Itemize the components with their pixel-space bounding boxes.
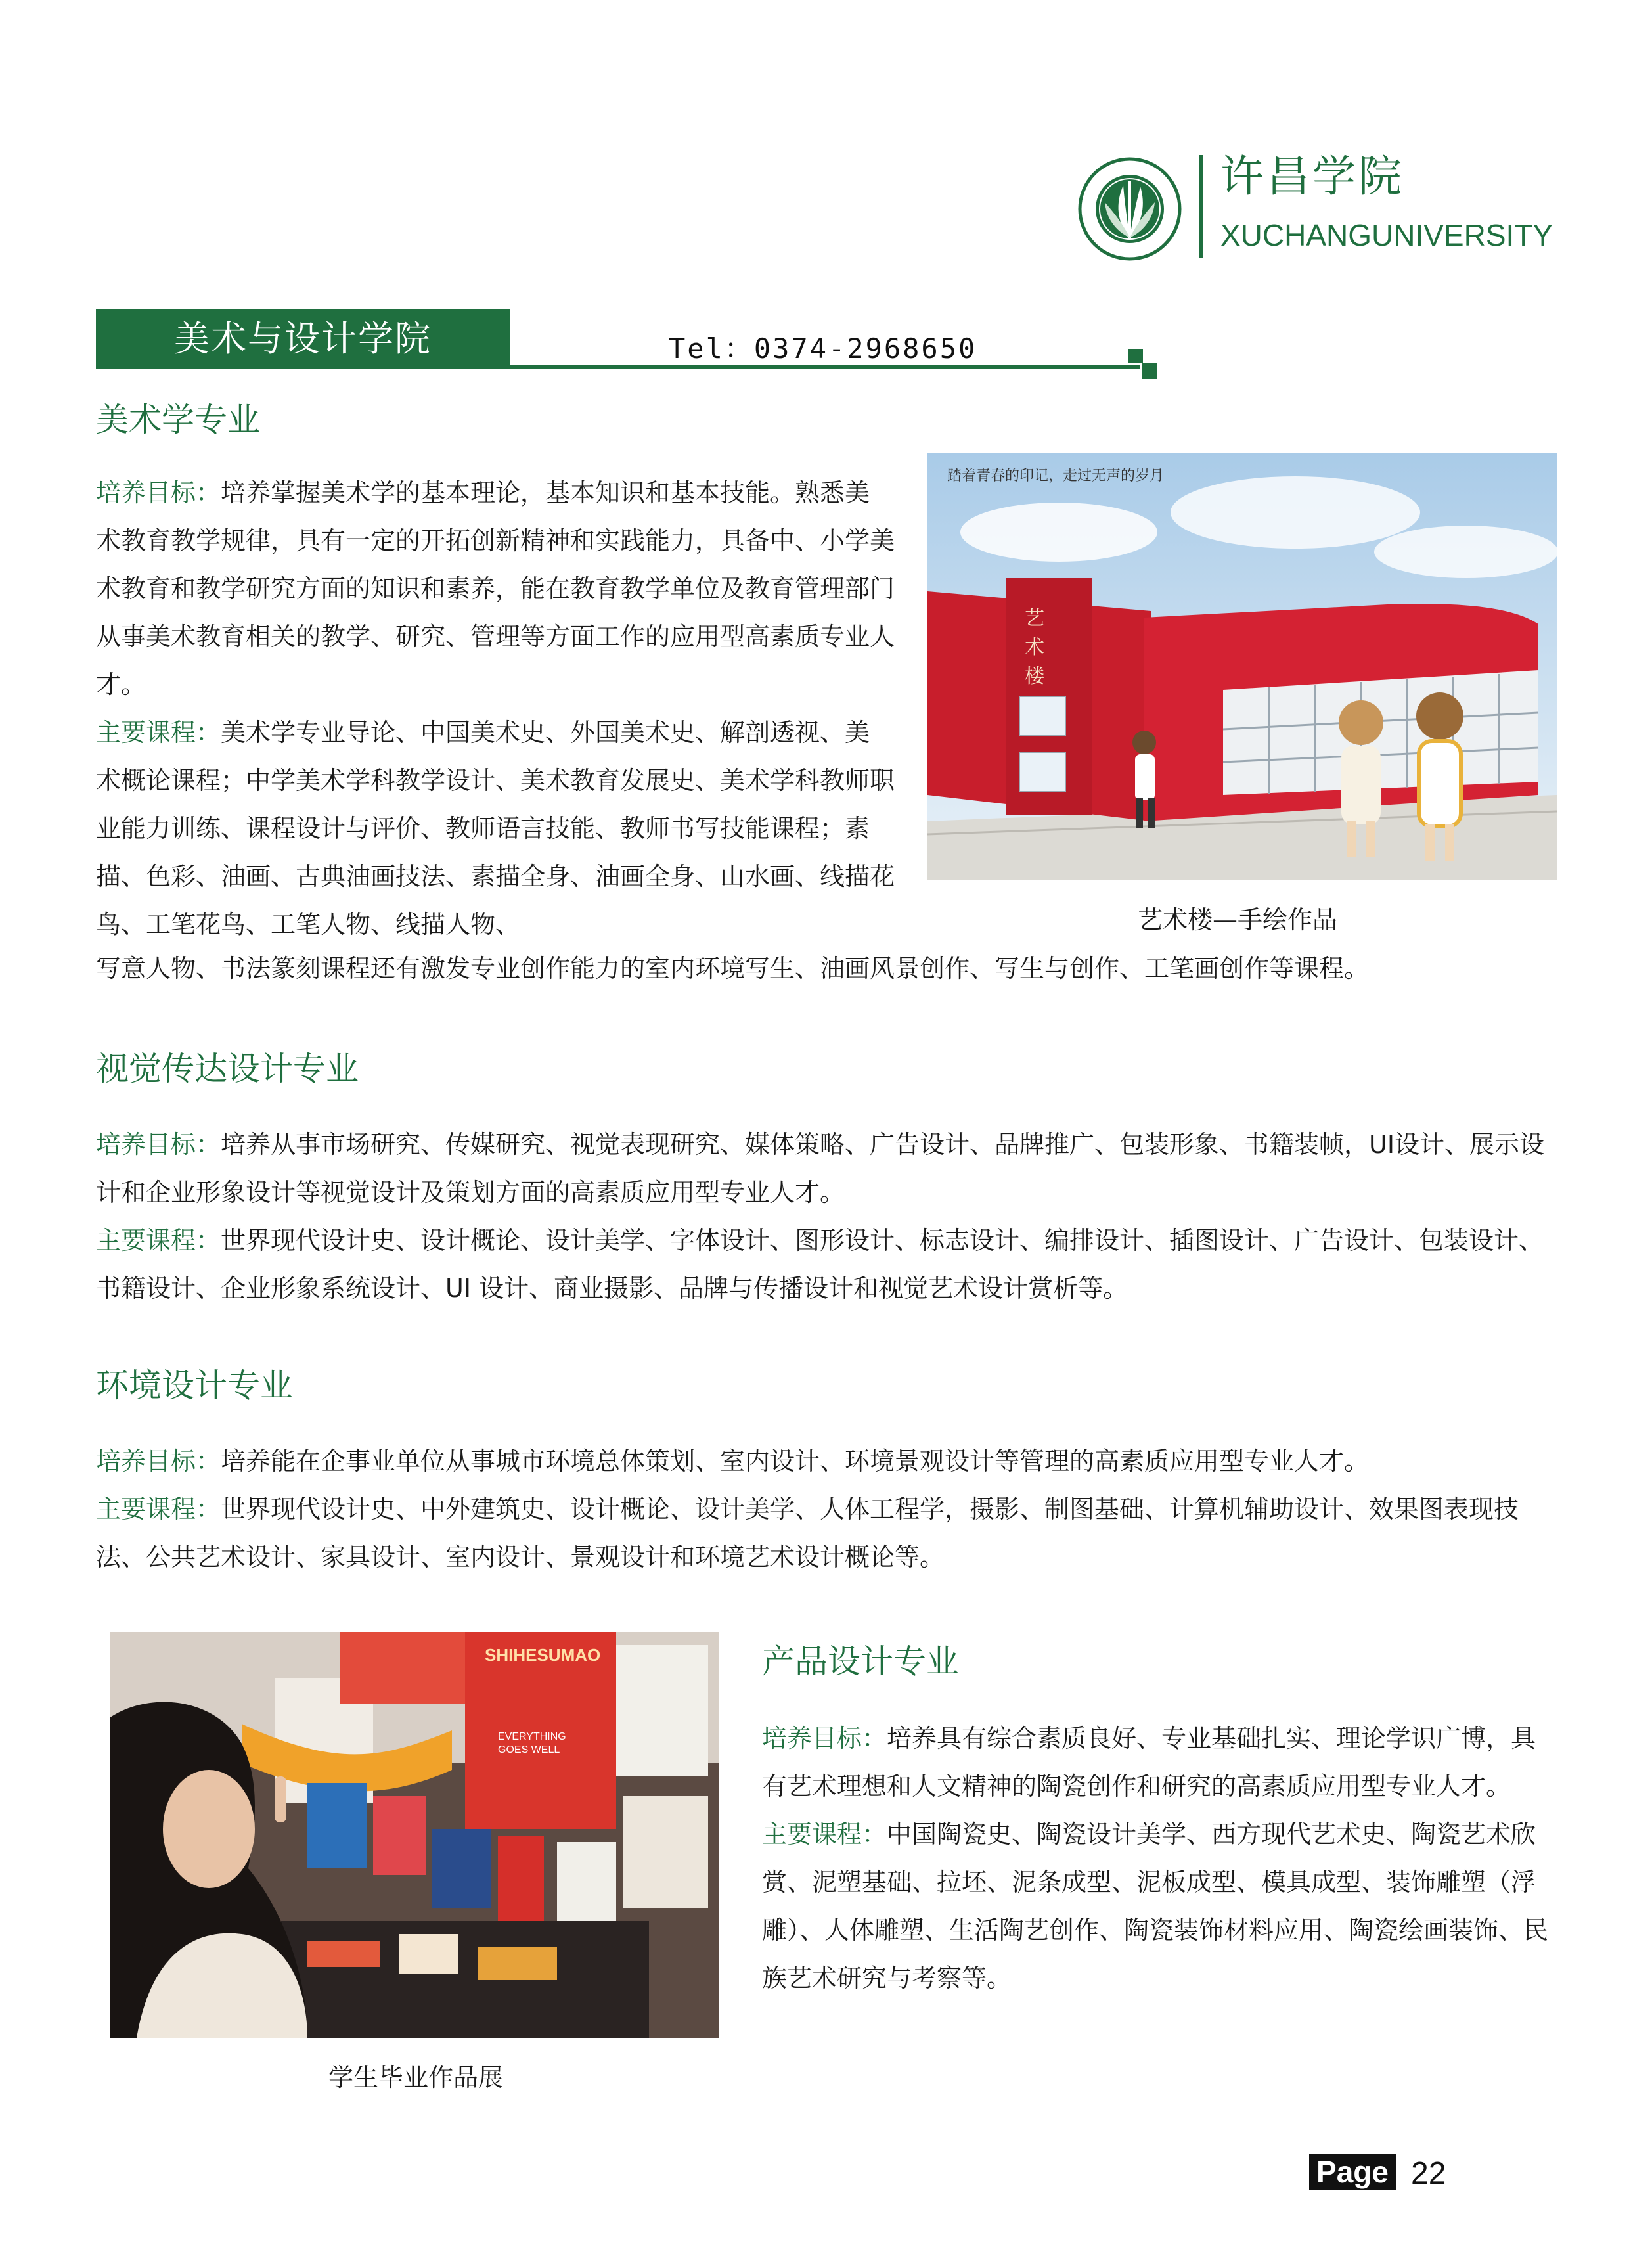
- university-seal-logo: [1077, 156, 1182, 261]
- art-building-illustration: [927, 453, 1557, 880]
- figure-caption-art-building: 艺术楼—手绘作品: [1138, 905, 1338, 934]
- section-title-visual-communication: 视觉传达设计专业: [96, 1050, 359, 1088]
- goal-label: 培养目标：: [96, 1130, 221, 1159]
- course-text: 美术学专业导论、中国美术史、外国美术史、解剖透视、美术概论课程；中学美术学科教学设计、美术教育发展史、美术学科教师职业能力训练、课程设计与评价、教师语言技能、教师书写技能课程；素描、色彩、油画、古典油画技法、素描全身、油画全身、山水画、线描花鸟、工笔花鸟、工笔人物、线描人物、: [96, 718, 895, 939]
- course-label: 主要课程：: [96, 1226, 221, 1255]
- graduation-exhibition-photo: [110, 1632, 719, 2038]
- goal-text: 培养具有综合素质良好、专业基础扎实、理论学识广博，具有艺术理想和人文精神的陶瓷创作和研究的高素质应用型专业人才。: [762, 1724, 1536, 1801]
- goal-label: 培养目标：: [96, 478, 221, 507]
- goal-text: 培养从事市场研究、传媒研究、视觉表现研究、媒体策略、广告设计、品牌推广、包装形象、书籍装帧，UI设计、展示设计和企业形象设计等视觉设计及策划方面的高素质应用型专业人才。: [96, 1130, 1545, 1207]
- course-label: 主要课程：: [96, 1495, 221, 1524]
- goal-label: 培养目标：: [762, 1724, 887, 1753]
- product-design-body: [762, 1715, 1561, 2002]
- page-number: 22: [1411, 2156, 1446, 2191]
- department-tel: Tel：0374-2968650: [669, 332, 977, 365]
- course-label: 主要课程：: [762, 1820, 887, 1849]
- goal-label: 培养目标：: [96, 1447, 221, 1476]
- fine-arts-goal: [96, 469, 895, 709]
- fine-arts-course-tail: 写意人物、书法篆刻课程还有激发专业创作能力的室内环境写生、油画风景创作、写生与创作、工笔画创作等课程。: [96, 954, 1370, 983]
- course-label: 主要课程：: [96, 718, 221, 747]
- illustration-handwriting: 踏着青春的印记，走过无声的岁月: [947, 468, 1165, 484]
- environment-design-body: [96, 1437, 1562, 1581]
- course-text: 世界现代设计史、中外建筑史、设计概论、设计美学、人体工程学，摄影、制图基础、计算机辅助设计、效果图表现技法、公共艺术设计、家具设计、室内设计、景观设计和环境艺术设计概论等。: [96, 1495, 1519, 1571]
- university-name-cn: 许昌学院: [1220, 151, 1404, 202]
- rule-ornament: [1142, 363, 1157, 379]
- logo-divider: [1199, 155, 1203, 258]
- product-design-goal: [762, 1715, 1561, 1811]
- visual-communication-body: [96, 1121, 1562, 1313]
- poster-text: SHIHESUMAO: [485, 1645, 601, 1665]
- product-design-courses: [762, 1811, 1561, 2002]
- environment-design-goal: [96, 1437, 1562, 1485]
- section-title-environment-design: 环境设计专业: [96, 1366, 293, 1405]
- environment-design-courses: [96, 1485, 1562, 1581]
- goal-text: 培养能在企事业单位从事城市环境总体策划、室内设计、环境景观设计等管理的高素质应用型专业人才。: [221, 1447, 1370, 1476]
- goal-text: 培养掌握美术学的基本理论，基本知识和基本技能。熟悉美术教育教学规律，具有一定的开拓创新精神和实践能力，具备中、小学美术教育和教学研究方面的知识和素养，能在教育教学单位及教育管理部门从事美术教育相关的教学、研究、管理等方面工作的应用型高素质专业人才。: [96, 478, 895, 699]
- building-sign: 艺术楼: [1025, 607, 1044, 688]
- section-title-product-design: 产品设计专业: [762, 1642, 959, 1681]
- rule-ornament: [1128, 349, 1143, 363]
- page-label-badge: Page: [1309, 2154, 1396, 2190]
- visual-communication-goal: [96, 1121, 1562, 1217]
- department-name: 美术与设计学院: [174, 318, 432, 359]
- university-name-en: XUCHANGUNIVERSITY: [1220, 218, 1553, 252]
- course-text: 中国陶瓷史、陶瓷设计美学、西方现代艺术史、陶瓷艺术欣赏、泥塑基础、拉坯、泥条成型、泥板成型、模具成型、装饰雕塑（浮雕）、人体雕塑、生活陶艺创作、陶瓷装饰材料应用、陶瓷绘画装饰、民族艺术研究与考察等。: [762, 1820, 1549, 1993]
- course-text: 世界现代设计史、设计概论、设计美学、字体设计、图形设计、标志设计、编排设计、插图设计、广告设计、包装设计、书籍设计、企业形象系统设计、UI 设计、商业摄影、品牌与传播设计和视觉艺术设计赏析等。: [96, 1226, 1544, 1303]
- section-title-fine-arts: 美术学专业: [96, 401, 260, 439]
- figure-caption-exhibition: 学生毕业作品展: [328, 2063, 504, 2092]
- fine-arts-body: [96, 469, 895, 949]
- visual-communication-courses: [96, 1217, 1562, 1313]
- fine-arts-courses: [96, 709, 895, 949]
- poster-subtext: EVERYTHING GOES WELL: [498, 1731, 566, 1755]
- header-rule: [96, 365, 1140, 369]
